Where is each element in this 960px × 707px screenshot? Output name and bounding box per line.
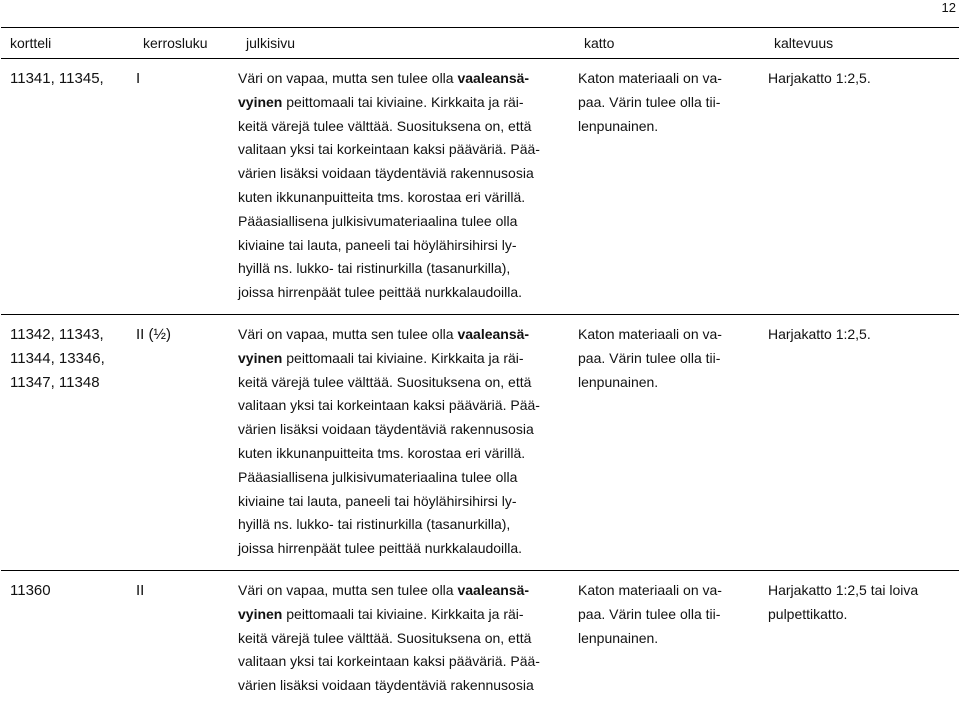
julkisivu-line: valitaan yksi tai korkeintaan kaksi pääväriä. Pää- [238, 653, 540, 670]
katto-cell [575, 570, 765, 706]
julkisivu-line: hyillä ns. lukko- tai ristinurkilla (tasanurkilla), [238, 516, 511, 533]
header-katto: katto [575, 28, 765, 59]
kortteli-cell [1, 314, 134, 570]
julkisivu-line: valitaan yksi tai korkeintaan kaksi pääväriä. Pää- [238, 141, 540, 158]
julkisivu-bold-text: vaaleansä- [457, 581, 530, 598]
julkisivu-bold-text: vyinen [238, 93, 283, 110]
julkisivu-cell [237, 570, 575, 706]
kerrosluku-cell: II (½) [134, 314, 237, 570]
julkisivu-cell [237, 314, 575, 570]
katto-line: paa. Värin tulee olla tii- [578, 605, 721, 622]
kaltevuus-cell [765, 59, 959, 315]
julkisivu-line: joissa hirrenpäät tulee peittää nurkkalaudoilla. [238, 540, 523, 557]
julkisivu-line: keitä värejä tulee välttää. Suosituksena on, että [238, 373, 532, 390]
kaltevuus-line: Harjakatto 1:2,5. [768, 70, 871, 86]
header-kaltevuus: kaltevuus [765, 28, 959, 59]
kortteli-line: 11342, 11343, [10, 325, 104, 343]
julkisivu-bold-text: vyinen [238, 605, 283, 622]
julkisivu-line: värien lisäksi voidaan täydentäviä rakennusosia [238, 165, 534, 182]
julkisivu-line: joissa hirrenpäät tulee peittää nurkkalaudoilla. [238, 284, 523, 301]
katto-line: lenpunainen. [578, 629, 659, 646]
katto-line: paa. Värin tulee olla tii- [578, 349, 721, 366]
table-row [1, 59, 959, 315]
julkisivu-line: hyillä ns. lukko- tai ristinurkilla (tasanurkilla), [238, 260, 511, 277]
header-kerrosluku: kerrosluku [134, 28, 237, 59]
table-row [1, 570, 959, 706]
julkisivu-line: Pääasiallisena julkisivumateriaalina tulee olla [238, 468, 518, 485]
header-julkisivu: julkisivu [237, 28, 575, 59]
julkisivu-cell [237, 59, 575, 315]
kaltevuus-cell [765, 314, 959, 570]
julkisivu-line: kuten ikkunanpuitteita tms. korostaa eri värillä. [238, 444, 526, 461]
kortteli-line: 11347, 11348 [10, 373, 100, 391]
julkisivu-line: kiviaine tai lauta, paneeli tai höylähirsihirsi ly- [238, 492, 517, 509]
julkisivu-bold-text: vyinen [238, 349, 283, 366]
katto-line: lenpunainen. [578, 117, 659, 134]
julkisivu-line [238, 347, 567, 371]
julkisivu-line: kuten ikkunanpuitteita tms. korostaa eri värillä. [238, 188, 526, 205]
kortteli-line: 11341, 11345, [10, 70, 104, 87]
katto-line: Katon materiaali on va- [578, 325, 722, 342]
julkisivu-line: Pääasiallisena julkisivumateriaalina tulee olla [238, 212, 518, 229]
kaltevuus-cell [765, 570, 959, 706]
julkisivu-line [238, 579, 567, 603]
katto-line: Katon materiaali on va- [578, 581, 722, 598]
julkisivu-text: Väri on vapaa, mutta sen tulee olla [238, 70, 458, 86]
katto-line: paa. Värin tulee olla tii- [578, 93, 721, 110]
julkisivu-line: keitä värejä tulee välttää. Suosituksena on, että [238, 117, 532, 134]
julkisivu-text: peittomaali tai kiviaine. Kirkkaita ja räi- [282, 605, 524, 622]
table-row [1, 314, 959, 570]
katto-line: Katon materiaali on va- [578, 70, 722, 86]
header-kortteli: kortteli [1, 28, 134, 59]
kerrosluku-cell: I [134, 59, 237, 315]
kortteli-line: 11360 [10, 581, 51, 599]
page-number: 12 [941, 0, 956, 15]
julkisivu-bold-text: vaaleansä- [457, 325, 530, 342]
julkisivu-bold-text: vaaleansä- [457, 70, 530, 86]
kortteli-cell [1, 570, 134, 706]
katto-cell [575, 59, 765, 315]
kortteli-line: 11344, 13346, [10, 349, 105, 367]
julkisivu-line: värien lisäksi voidaan täydentäviä rakennusosia [238, 677, 534, 694]
julkisivu-line: kiviaine tai lauta, paneeli tai höylähirsihirsi ly- [238, 236, 517, 253]
julkisivu-line: valitaan yksi tai korkeintaan kaksi pääväriä. Pää- [238, 397, 540, 414]
kortteli-cell [1, 59, 134, 315]
kaltevuus-line: Harjakatto 1:2,5 tai loiva [768, 581, 919, 598]
building-regulations-table [1, 27, 959, 707]
julkisivu-line [238, 91, 567, 115]
julkisivu-text: Väri on vapaa, mutta sen tulee olla [238, 581, 458, 598]
julkisivu-line [238, 323, 567, 347]
table-header-row [1, 28, 959, 59]
kaltevuus-line: pulpettikatto. [768, 605, 848, 622]
julkisivu-line [238, 603, 567, 627]
julkisivu-line: keitä värejä tulee välttää. Suosituksena on, että [238, 629, 532, 646]
julkisivu-line [238, 67, 567, 91]
kerrosluku-cell: II [136, 581, 145, 599]
julkisivu-text: peittomaali tai kiviaine. Kirkkaita ja räi- [282, 349, 524, 366]
julkisivu-text: peittomaali tai kiviaine. Kirkkaita ja räi- [282, 93, 524, 110]
katto-line: lenpunainen. [578, 373, 659, 390]
julkisivu-text: Väri on vapaa, mutta sen tulee olla [238, 325, 458, 342]
julkisivu-line: värien lisäksi voidaan täydentäviä rakennusosia [238, 421, 534, 438]
katto-cell [575, 314, 765, 570]
kaltevuus-line: Harjakatto 1:2,5. [768, 325, 871, 342]
